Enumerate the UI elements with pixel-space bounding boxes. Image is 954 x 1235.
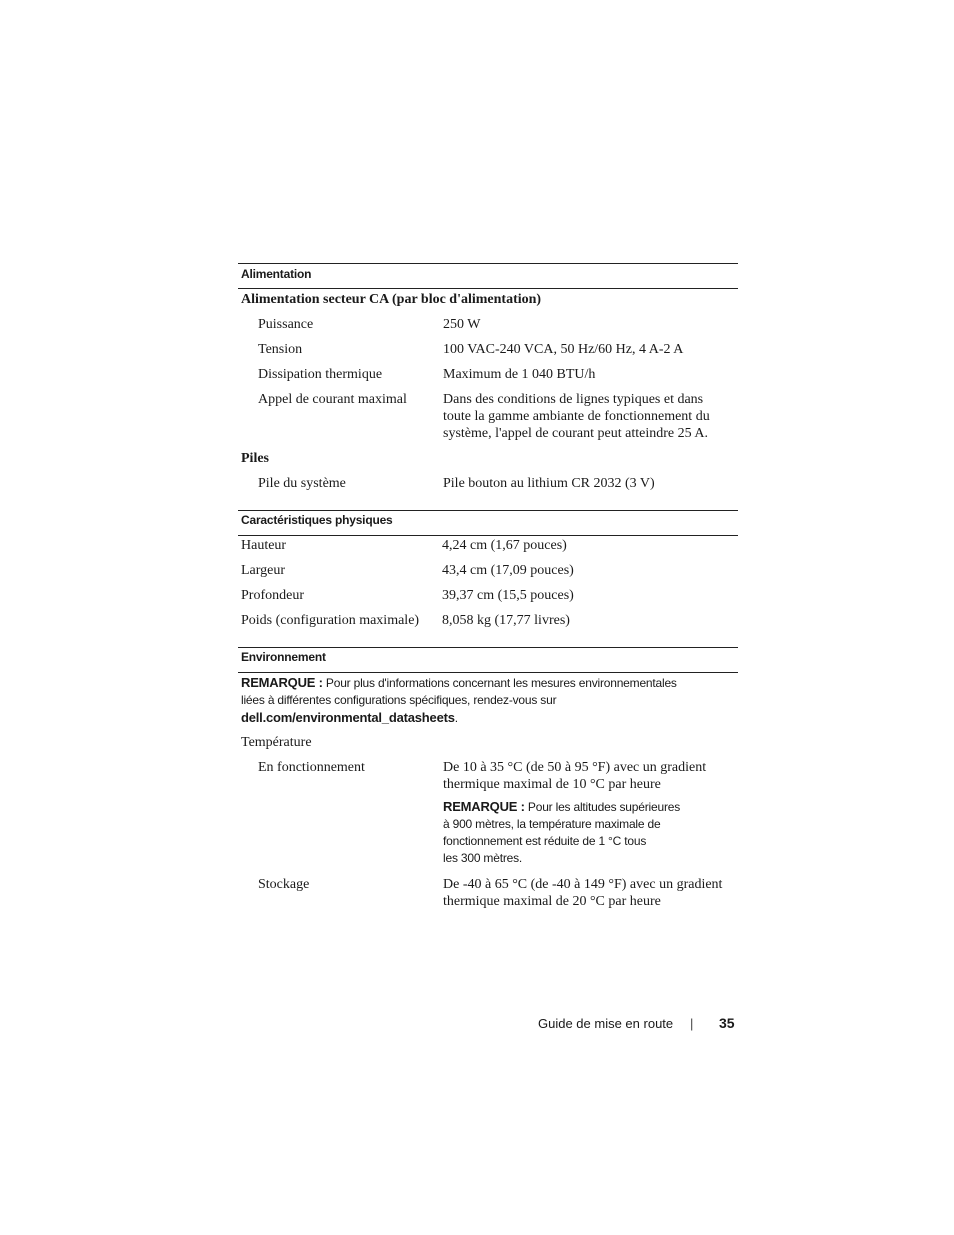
- section-title-environment: Environnement: [241, 650, 326, 664]
- spec-value-line: thermique maximal de 20 °C par heure: [443, 894, 661, 909]
- note-end: .: [454, 711, 458, 725]
- section-top-rule: [238, 647, 738, 648]
- footer-separator: |: [690, 1016, 694, 1031]
- subsection-title-batteries: Piles: [241, 451, 269, 466]
- spec-label: Dissipation thermique: [258, 367, 383, 382]
- spec-value: 250 W: [443, 317, 481, 332]
- spec-label: Largeur: [241, 563, 286, 578]
- section-header-rule: [238, 288, 738, 289]
- note-line: fonctionnement est réduite de 1 °C tous: [443, 834, 647, 848]
- section-top-rule: [238, 510, 738, 511]
- note-line: à 900 mètres, la température maximale de: [443, 817, 661, 831]
- spec-value-line: De 10 à 35 °C (de 50 à 95 °F) avec un gradient: [443, 760, 707, 775]
- spec-value: 8,058 kg (17,77 livres): [442, 613, 570, 628]
- spec-label: Profondeur: [241, 588, 304, 603]
- spec-value: 39,37 cm (15,5 pouces): [442, 588, 574, 603]
- spec-label: Stockage: [258, 877, 310, 892]
- spec-value-line: toute la gamme ambiante de fonctionnement du: [443, 409, 710, 424]
- note-text: Pour les altitudes supérieures: [527, 800, 681, 814]
- spec-value-multiline: [443, 876, 722, 910]
- spec-label: Poids (configuration maximale): [241, 613, 420, 628]
- spec-label: Tension: [258, 342, 303, 357]
- spec-label: Appel de courant maximal: [258, 392, 407, 407]
- section-header-rule: [238, 535, 738, 536]
- section-header-rule: [238, 672, 738, 673]
- subsection-title-temperature: Température: [241, 735, 312, 750]
- spec-value: 43,4 cm (17,09 pouces): [442, 563, 574, 578]
- note-line: les 300 mètres.: [443, 851, 523, 865]
- spec-label: Hauteur: [241, 538, 287, 553]
- section-top-rule: [238, 263, 738, 264]
- operating-note: [443, 798, 680, 867]
- spec-label: En fonctionnement: [258, 760, 365, 775]
- spec-value: Maximum de 1 040 BTU/h: [443, 367, 596, 382]
- subsection-title-ac: Alimentation secteur CA (par bloc d'alimentation): [241, 292, 542, 307]
- section-title-power: Alimentation: [241, 267, 312, 281]
- spec-value-multiline: [443, 391, 710, 442]
- spec-value: Pile bouton au lithium CR 2032 (3 V): [443, 476, 655, 491]
- note-label: REMARQUE :: [443, 799, 525, 814]
- spec-label: Pile du système: [258, 476, 346, 491]
- spec-value-line: De -40 à 65 °C (de -40 à 149 °F) avec un gradient: [443, 877, 723, 892]
- environment-note: [241, 674, 738, 727]
- footer-title: Guide de mise en route: [538, 1016, 674, 1031]
- spec-value-line: Dans des conditions de lignes typiques et dans: [443, 392, 704, 407]
- note-line: [443, 798, 680, 816]
- note-line: [241, 674, 738, 692]
- spec-label: Puissance: [258, 317, 314, 332]
- datasheet-link[interactable]: dell.com/environmental_datasheets: [241, 710, 455, 725]
- spec-value: 100 VAC-240 VCA, 50 Hz/60 Hz, 4 A-2 A: [443, 342, 684, 357]
- note-line: [241, 709, 738, 727]
- spec-value: 4,24 cm (1,67 pouces): [442, 538, 567, 553]
- spec-value-multiline: [443, 759, 706, 793]
- section-title-physical: Caractéristiques physiques: [241, 513, 393, 527]
- page-number: 35: [719, 1015, 735, 1031]
- spec-value-line: système, l'appel de courant peut atteindre 25 A.: [443, 426, 708, 441]
- note-line: liées à différentes configurations spécifiques, rendez-vous sur: [241, 693, 557, 707]
- spec-value-line: thermique maximal de 10 °C par heure: [443, 777, 661, 792]
- note-text: Pour plus d'informations concernant les mesures environnementales: [325, 676, 677, 690]
- note-label: REMARQUE :: [241, 675, 323, 690]
